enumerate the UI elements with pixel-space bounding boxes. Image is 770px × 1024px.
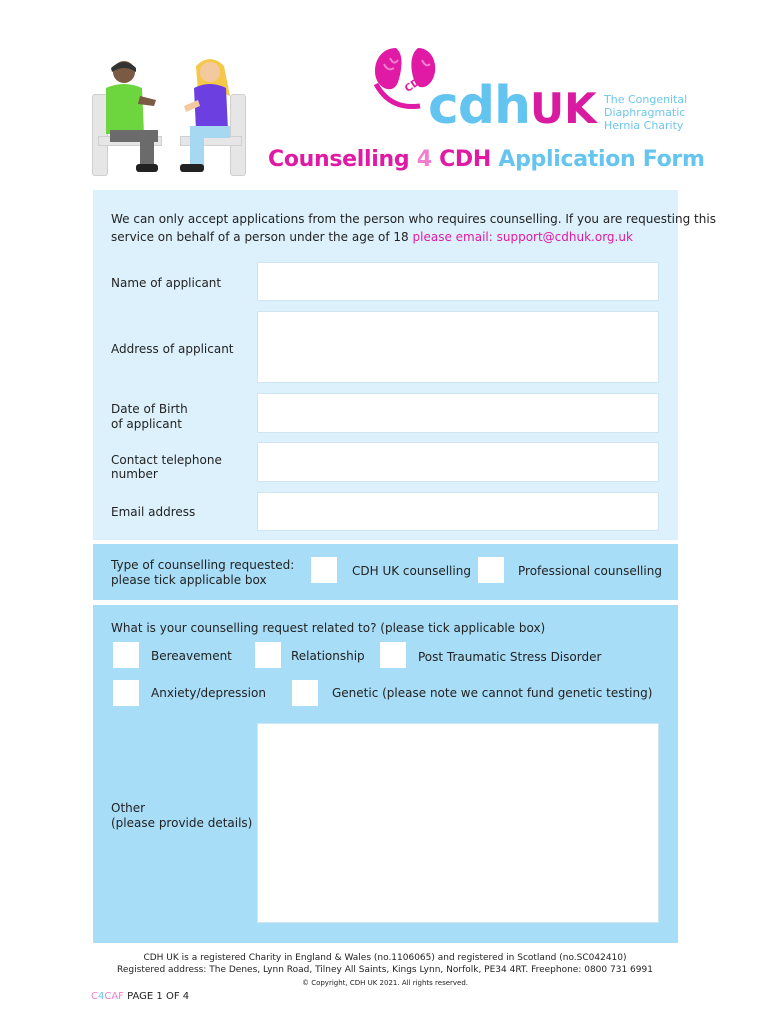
phone-input[interactable] xyxy=(257,442,659,482)
ptsd-checkbox[interactable] xyxy=(380,642,406,668)
request-question: What is your counselling request related to? (please tick applicable box) xyxy=(111,621,546,635)
footer-charity-line: CDH UK is a registered Charity in England & Wales (no.1106065) and registered in Scotland (no.SC042410) xyxy=(143,953,627,963)
intro-text: service on behalf of a person under the age of 18 xyxy=(111,230,409,244)
support-email-link[interactable]: please email: support@cdhuk.org.uk xyxy=(412,230,633,244)
intro-line-1: We can only accept applications from the person who requires counselling. If you are requesting this xyxy=(111,212,716,226)
genetic-label: Genetic (please note we cannot fund genetic testing) xyxy=(332,686,653,700)
ptsd-label: Post Traumatic Stress Disorder xyxy=(418,650,602,664)
relationship-label: Relationship xyxy=(291,649,365,663)
professional-counselling-label: Professional counselling xyxy=(518,564,662,578)
logo-tagline-line: The Congenital xyxy=(604,93,688,106)
bereavement-checkbox[interactable] xyxy=(113,642,139,668)
name-input[interactable] xyxy=(257,262,659,301)
anxiety-label: Anxiety/depression xyxy=(151,686,266,700)
page-label: PAGE 1 OF 4 xyxy=(127,991,190,1002)
title-cdh: CDH xyxy=(439,147,491,172)
other-label-line-1: Other xyxy=(111,801,146,815)
footer-address-line: Registered address: The Denes, Lynn Road, Tilney All Saints, Kings Lynn, Norfolk, PE34 4RT. Freephone: 0800 731 6991 xyxy=(117,965,653,975)
anxiety-checkbox[interactable] xyxy=(113,680,139,706)
logo-tagline-line: Hernia Charity xyxy=(604,119,684,132)
cdh-uk-counselling-label: CDH UK counselling xyxy=(352,564,471,578)
other-label-line-2: (please provide details) xyxy=(111,816,253,830)
name-label: Name of applicant xyxy=(111,276,222,290)
counselling-type-label-line-2: please tick applicable box xyxy=(111,573,267,587)
page-code-caf: CAF xyxy=(104,991,124,1002)
address-input[interactable] xyxy=(257,311,659,383)
other-details-textarea[interactable] xyxy=(257,723,659,923)
dob-label-line-2: of applicant xyxy=(111,417,182,431)
page-code-4: 4 xyxy=(97,991,105,1002)
genetic-checkbox[interactable] xyxy=(292,680,318,706)
counselling-illustration xyxy=(88,56,248,178)
intro-line-2 xyxy=(111,230,633,245)
counselling-type-label-line-1: Type of counselling requested: xyxy=(111,558,295,572)
logo-seal-text: CDH xyxy=(403,72,429,95)
phone-label-line-2: number xyxy=(111,467,158,481)
logo-tagline xyxy=(604,93,687,132)
person-left-icon xyxy=(88,56,178,178)
dob-label-line-1: Date of Birth xyxy=(111,402,188,416)
title-four: 4 xyxy=(416,147,432,172)
professional-counselling-checkbox[interactable] xyxy=(478,557,504,583)
page-number xyxy=(91,991,189,1002)
email-label: Email address xyxy=(111,505,196,519)
logo-cdh: cdh xyxy=(428,76,531,136)
logo-tagline-line: Diaphragmatic xyxy=(604,106,686,119)
form-title xyxy=(268,147,705,172)
email-input[interactable] xyxy=(257,492,659,531)
title-counselling: Counselling xyxy=(268,147,410,172)
logo-uk: UK xyxy=(530,84,597,133)
page-code-c: C xyxy=(91,991,98,1002)
title-application-form: Application Form xyxy=(498,147,705,172)
footer-copyright: © Copyright, CDH UK 2021. All rights reserved. xyxy=(301,979,469,987)
bereavement-label: Bereavement xyxy=(151,649,232,663)
address-label: Address of applicant xyxy=(111,342,234,356)
relationship-checkbox[interactable] xyxy=(255,642,281,668)
dob-input[interactable] xyxy=(257,393,659,433)
phone-label-line-1: Contact telephone xyxy=(111,453,222,467)
cdh-uk-counselling-checkbox[interactable] xyxy=(311,557,337,583)
person-right-icon xyxy=(168,56,248,178)
